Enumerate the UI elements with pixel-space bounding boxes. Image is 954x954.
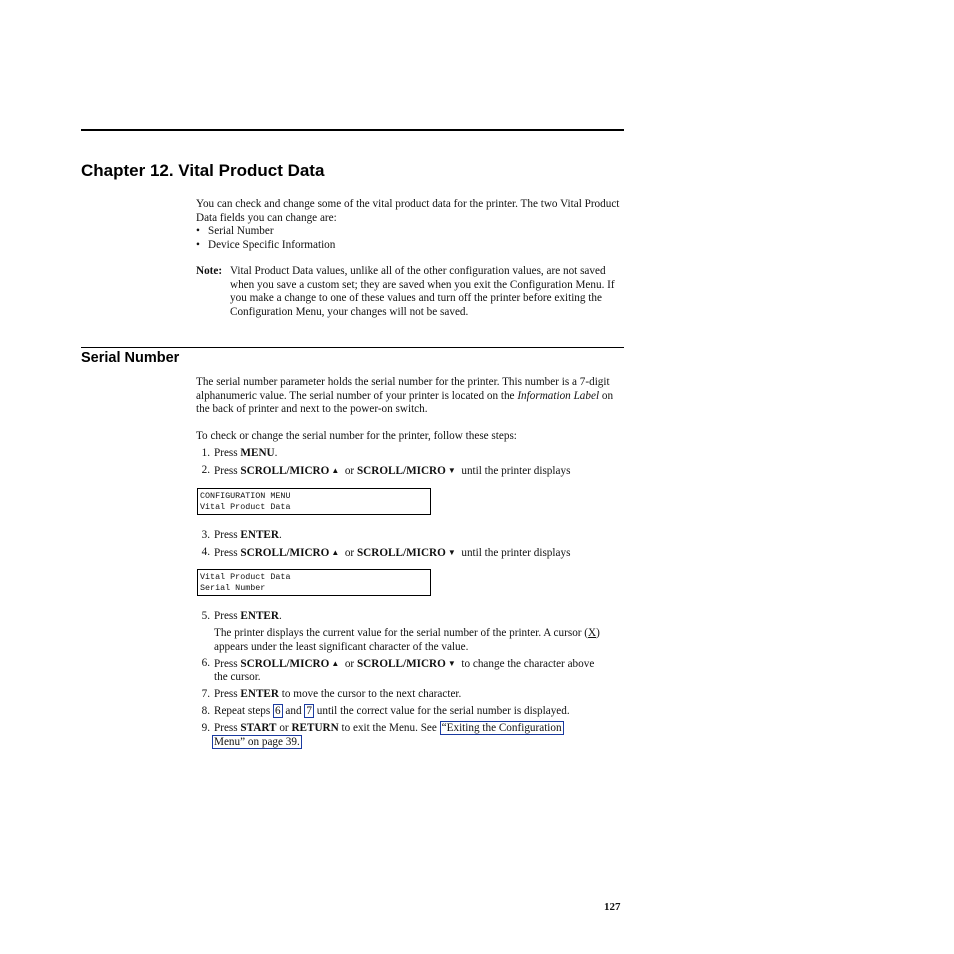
step-6-link[interactable]: 6	[275, 705, 281, 717]
menu-key: MENU	[240, 447, 275, 459]
exiting-configuration-menu-link[interactable]: “Exiting the Configuration	[441, 722, 562, 734]
up-arrow-icon: ▲	[331, 548, 340, 557]
note-label: Note:	[196, 265, 223, 277]
information-label-term: Information Label	[517, 389, 600, 402]
down-arrow-icon: ▼	[447, 548, 456, 557]
note-text: Vital Product Data values, unlike all of the other configuration values, are not saved when you save a custom set; they are saved when you exit the Configuration Menu. If you make a change to one of these values and turn off the printer before exiting the Configuration Menu, your changes will not be saved.	[230, 265, 615, 318]
step-7-link[interactable]: 7	[306, 705, 312, 717]
lcd-display-configuration-menu: CONFIGURATION MENU Vital Product Data	[197, 488, 431, 515]
cursor-symbol: X	[588, 627, 597, 639]
section-title: Serial Number	[81, 350, 180, 366]
steps-intro: To check or change the serial number for the printer, follow these steps:	[196, 430, 517, 442]
up-arrow-icon: ▲	[331, 466, 340, 475]
list-item: • Serial Number	[196, 225, 274, 237]
chapter-top-rule	[81, 129, 624, 131]
down-arrow-icon: ▼	[447, 466, 456, 475]
section-rule	[81, 347, 624, 348]
up-arrow-icon: ▲	[331, 659, 340, 668]
chapter-intro: You can check and change some of the vital product data for the printer. The two Vital Product Data fields you can change are:	[196, 198, 620, 224]
chapter-title: Chapter 12. Vital Product Data	[81, 161, 325, 180]
down-arrow-icon: ▼	[447, 659, 456, 668]
field-list	[196, 225, 335, 252]
page-number: 127	[604, 901, 621, 913]
lcd-display-vital-product-data: Vital Product Data Serial Number	[197, 569, 431, 596]
exiting-configuration-menu-link-page[interactable]: Menu” on page 39.	[214, 736, 300, 748]
section-paragraph: The serial number parameter holds the serial number for the printer. This number is a 7-digit alphanumeric value. The serial number of your printer is located on the Information Label on the back of printer and next to the power-on switch.	[196, 376, 614, 416]
list-item: • Device Specific Information	[196, 238, 336, 251]
